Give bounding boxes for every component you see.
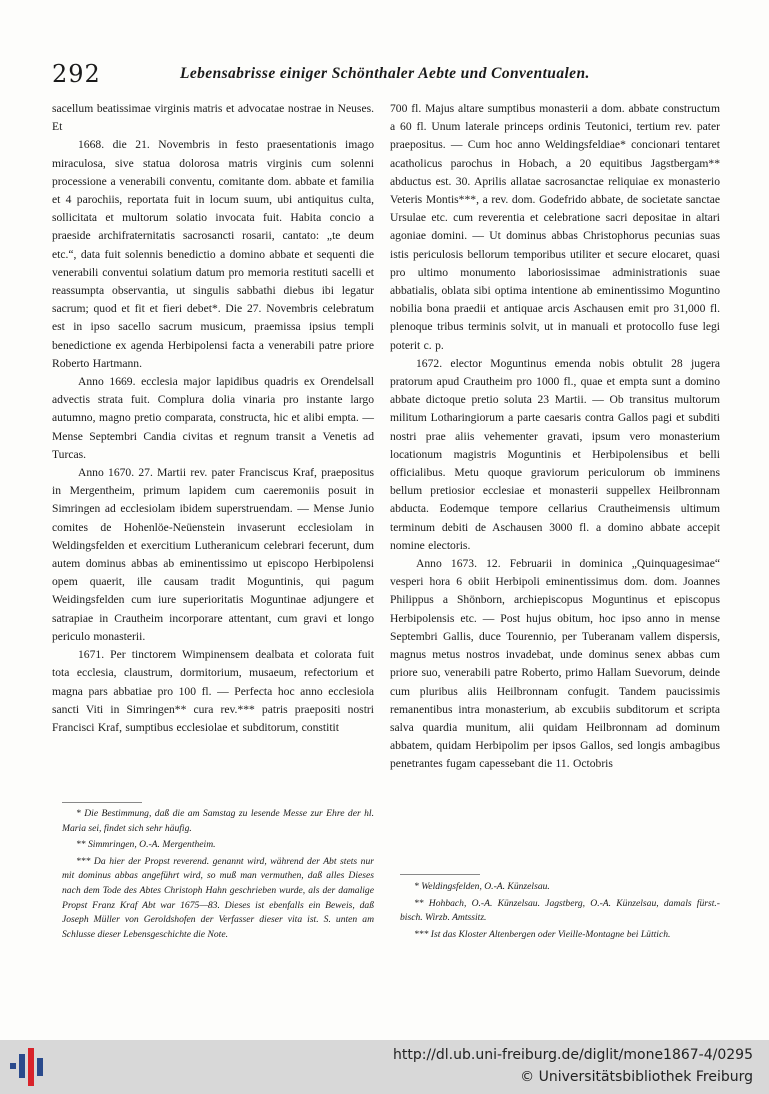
running-head: Lebensabrisse einiger Schönthaler Aebte und Conventualen. bbox=[180, 65, 590, 82]
viewer-footer bbox=[0, 1040, 769, 1094]
paragraph: 700 fl. Majus altare sumptibus monasterii a dom. abbate constructum a 60 fl. Unum laterale princeps ordinis Teutonici, tertium rev. pater praepositus. — Cum hoc anno Weldingsfeldiae* concionari tentaret acatholicus parochus in Hobach, a 20 equitibus Jagstbergam** abductus est. 30. Aprilis allatae sacrosanctae reliquiae ex monasterio Veteris Montis***, a rev. dom. Godefrido abbate, de societate sanctae Ursulae etc. cum reverentia et celebratione sacri depositae in altari agoniae domini. — Ut dominus abbas Christophorus pecunias suas istis periculosis bellorum temporibus utiliter et secure elocaret, quasi pro ultimo monumento laboriosissimae administrationis suae abbatialis, oblata sibi optima intentione ab eminentissimo Moguntino nobilia bona praedii et antiquae arcis Aschausen emit pro 31,000 fl. plenoque tribus terminis solvit, ut in manuali et protocollo fuse legi poterit c. p. bbox=[390, 102, 720, 352]
footnote: * Die Bestimmung, daß die am Samstag zu lesende Messe zur Ehre der hl. Maria sei, findet sich sehr häufig. bbox=[62, 808, 374, 834]
paragraph: sacellum beatissimae virginis matris et advocatae nostrae in Neuses. Et bbox=[52, 102, 374, 134]
copyright-text: © Universitätsbibliothek Freiburg bbox=[520, 1069, 753, 1085]
paragraph: 1671. Per tinctorem Wimpinensem dealbata et colorata fuit tota ecclesia, claustrum, dormitorium, musaeum, refectorium et magna pars abbatiae pro 100 fl. — Perfecta hoc anno ecclesiola sancti Viti in Simringen** cura rev.*** patris praepositi nostri Francisci Kraf, sumptibus ecclesiolae et subditorum, constitit bbox=[52, 648, 374, 734]
page-header bbox=[52, 60, 720, 90]
footnote-divider bbox=[62, 802, 142, 803]
paragraph: Anno 1669. ecclesia major lapidibus quadris ex Orendelsall advectis strata fuit. Complura dolia vinaria pro instante largo autumno, magno pretio comparata, constructa, hic et alibi empta. — Mense Septembri Candia civitas et regnum transit a Venetis ad Turcas. bbox=[52, 375, 374, 461]
permalink-link[interactable]: http://dl.ub.uni-freiburg.de/diglit/mone1867-4/0295 bbox=[393, 1047, 753, 1063]
paragraph: Anno 1673. 12. Februarii in dominica „Quinquagesimae“ vesperi hora 6 obiit Herbipoli eminentissimus dom. dom. Joannes Philippus a Shönborn, archiepiscopus Moguntinus et episcopus Herbipolensis etc. — Post hujus obitum, hoc ipso anno in mense Septembri Gallis, duce Tourennio, per Tuberanam vallem dispersis, magnus metus nostros invadebat, unde dominus senex abbas cum priore suo, venerabili patre Roberto, primo Hallam Suevorum, deinde cum pluribus aliis Heilbronnam confugit. Tandem paucissimis remanentibus intra monasterium, ab excubiis subditorum et scripta salva quardia munitum, alii quidam Heilbronnam ad dominum abbatem, quidam Herbipolim per ipsos Gallos, sed longis ambagibus penetrantes fugam capessebant die 11. Octobris bbox=[390, 557, 720, 771]
page-number: 292 bbox=[52, 60, 101, 88]
footnote: ** Hohbach, O.-A. Künzelsau. Jagstberg, O.-A. Künzelsau, damals fürst.-bisch. Wirzb. Amtssitz. bbox=[400, 897, 720, 924]
footnote: * Weldingsfelden, O.-A. Künzelsau. bbox=[414, 881, 550, 892]
paragraph: 1672. elector Moguntinus emenda nobis obtulit 28 jugera pratorum apud Crautheim pro 1000 fl., quae et empta sunt a domino abbate dictoque pretio soluta 23 Martii. — Ob transitus multorum militum Lotharingiorum a parte caesaris contra Gallos pagi et subditi nostri prae aliis vehementer gravati, ipsum vero monasterium locationum magistris Moguntinis et Herbipolensibus et belli officialibus. Metu quoque graviorum periculorum ob imminens bellum pretiosior ecclesiae et monasterii suppellex Heilbronnam abducta. Eodemque tempore cellarius Crautheimensis ultimum terminum debiti de Aschausen 3000 fl. a domino abbate accepit nomine electoris. bbox=[390, 356, 720, 552]
left-column bbox=[52, 100, 374, 737]
ub-freiburg-logo-icon bbox=[10, 1048, 46, 1086]
footnotes-left bbox=[62, 807, 374, 944]
paragraph: 1668. die 21. Novembris in festo praesentationis imago miraculosa, sive statua dolorosa matris virginis cum solenni processione a venerabili conventu, comitante dom. abbate et familia et 4 parochiis, reportata fuit in locum suum, ubi antiquitus culta, sollicitata et multorum solatio invocata fuit. Habita concio a praeside archifraternitatis sacrosancti rosarii, cantato: „te deum etc.“, data fuit solennis benedictio a domino abbate et sequenti die venerabili conventui solatium datum pro memoria restituti sacelli et reassumpta observantia, ut singulis sabbathi diebus ibi legatur sacrum; quod et fit et fieri debet*. Die 27. Novembris celebratum est in ipso sacello sacrum musicum, praemissa ipsius templi benedictione ex agenda Herbipolensi facta a venerabili patre priore Roberto Hartmann. bbox=[52, 138, 374, 370]
footnote-divider bbox=[400, 874, 480, 875]
footnote: *** Ist das Kloster Altenbergen oder Vieille-Montagne bei Lüttich. bbox=[414, 928, 671, 940]
paragraph: Anno 1670. 27. Martii rev. pater Franciscus Kraf, praepositus in Mergentheim, primum lapidem cum caeremoniis posuit in Simringen ad ecclesiolam ibidem superstruendam. — Mense Junio comites de Hohenlöe-Neüenstein invaserunt ecclesiolam in Weldingsfelden et exercitium Lutheranicum celebrari fecerunt, dum autem dominus abbas ab eminentissimo ut episcopo Herbipolensi opem quaerit, ille causam tradit Moguntinis, qui pagum Weidingsfelden cum iure superioritatis Moguntinae adjungere et satrapiae in Crautheim incorporare attentant, cum gravi et longo periculo monasterii. bbox=[52, 466, 374, 643]
footnote: ** Simmringen, O.-A. Mergentheim. bbox=[76, 839, 216, 851]
footnotes-right bbox=[400, 880, 720, 944]
right-column bbox=[390, 100, 720, 774]
footnote: *** Da hier der Propst reverend. genannt wird, während der Abt stets nur mit dominus abbas angeführt wird, so muß man vermuthen, daß alles Dieses nach dem Tode des Abtes Christoph Hahn geschrieben wurde, als der damalige Propst Franz Kraf Abt war 1675—83. Dieses ist ebenfalls ein Beweis, daß Joseph Müller von Geroldshofen der Verfasser dieser vita ist. S. unten am Schlusse dieser Lebensgeschichte die Note. bbox=[62, 855, 374, 940]
